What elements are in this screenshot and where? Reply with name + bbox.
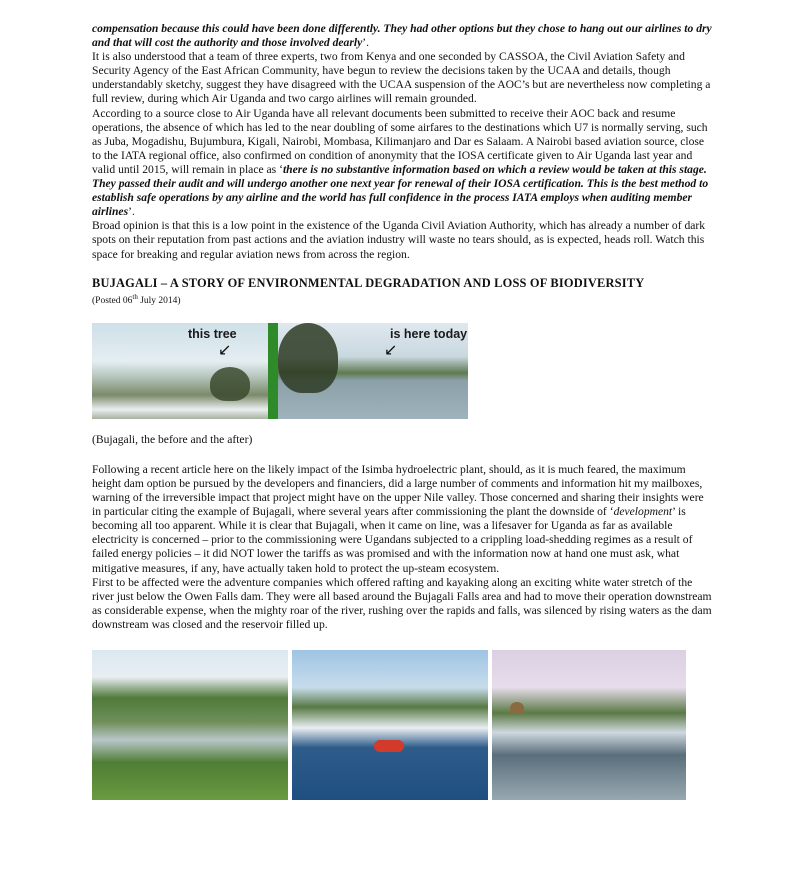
posted-date: (Posted 06th July 2014) — [92, 292, 181, 306]
paragraph-adventure-companies: First to be affected were the adventure companies which offered rafting and kayaking along an exciting white water stretch of the river just below the Owen Falls dam. They were all based around the Bujagali Falls area and had to move their operation downstream as considerable expense, when the mighty roar of the river, rushing over the rapids and falls, was silenced by rising waters as the dam downstream was closed and the reservoir filled up. — [92, 575, 712, 631]
paragraph-broad-opinion: Broad opinion is that this is a low point in the existence of the Uganda Civil Aviation Authority, which has already a number of dark spots on their reputation from past actions and the aviation industry will waste no tears should, as is expected, heads roll. Watch this space for breaking and regular aviation news from across the region. — [92, 219, 706, 261]
arrow-icon: ↙ — [384, 339, 398, 359]
quote-text: compensation because this could have been done differently. They had other options but they chose to hang out our airlines to dry and that will cost the authority and those involved dearly — [92, 22, 712, 50]
quote-tail: ’. — [362, 36, 369, 50]
article-title: BUJAGALI – A STORY OF ENVIRONMENTAL DEGRADATION AND LOSS OF BIODIVERSITY — [92, 275, 645, 290]
arrow-icon: ↙ — [218, 339, 232, 359]
iata-quote-tail: ’. — [128, 205, 135, 219]
photo-caption: (Bujagali, the before and the after) — [92, 432, 253, 446]
paragraph-air-uganda-aoc — [92, 107, 714, 220]
river-photo-1 — [92, 650, 288, 800]
before-photo — [92, 323, 268, 419]
after-photo — [278, 323, 468, 419]
photo-label-left: this tree — [188, 326, 237, 341]
paragraph-cassoa-review: It is also understood that a team of three experts, two from Kenya and one seconded by CASSOA, the Civil Aviation Safety and Security Agency of the East African Community, have begun to review the decisions taken by the UCAA and details, though understandably sketchy, suggest they have disagreed with the UCAA suspension of the AOC’s but are nevertheless now completing a full review, during which Air Uganda and two cargo airlines will remain grounded. — [92, 50, 711, 106]
photo-divider — [268, 323, 278, 419]
paragraph-compensation-quote — [92, 22, 714, 50]
river-photo-3 — [492, 650, 686, 800]
document-page — [92, 22, 714, 800]
rafting-photo — [292, 650, 488, 800]
iata-quote: there is no substantive information based on which a review would be taken at this stage. They passed their audit and will undergo another one next year for renewal of their IOSA certification. This is the best method to establish safe operations by any airline and the world has full confidence in the process IATA employs when auditing member airlines — [92, 162, 709, 219]
before-after-photo — [92, 323, 468, 419]
paragraph-isimba: Following a recent article here on the likely impact of the Isimba hydroelectric plant, should, as it is much feared, the maximum height dam option be pursued by the developers and financiers, did a large number of comments and information hit my mailboxes, warning of the irreversible impact that project might have on the upper Nile valley. Those concerned and sharing their insights were in particular citing the example of Bujagali, where several years after commissioning the plant the downside of ‘development’ is becoming all too apparent. While it is clear that Bujagali, when it came on line, was a lifesaver for Uganda as far as available electricity is concerned – prior to the commissioning were Ugandans subjected to a crippling load-shedding regimes as a result of failed energy policies – it did NOT lower the tariffs as was promised and with the information now at hand one must ask, what mitigative measures, if any, have actually taken hold to protect the up-steam ecosystem. — [92, 462, 704, 575]
aoc-text: According to a source close to Air Uganda have all relevant documents been submitted to receive their AOC back and resume operations, the absence of which has led to the near doubling of some airfares to the destinations which U7 is normally serving, such as Juba, Mogadishu, Bujumbura, Kigali, Nairobi, Mombasa, Kilimanjaro and Dar es Salaam. A Nairobi based aviation source, close to the IATA regional office, also confirmed on condition of anonymity that the IOSA certificate given to Air Uganda last year and valid until 2015, will remain in place as ‘ — [92, 106, 708, 176]
river-photo-strip — [92, 650, 686, 800]
development-emphasis: development — [613, 505, 673, 519]
photo-label-right: is here today — [390, 326, 468, 341]
